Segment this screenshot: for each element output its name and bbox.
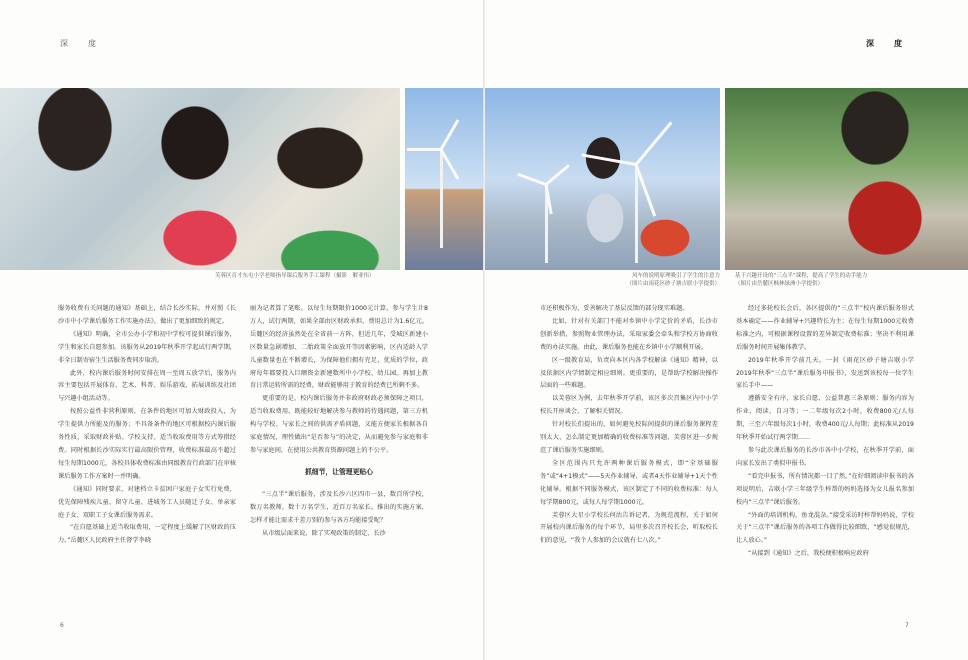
paragraph: 芙蓉区大星小学校长何沽告诉记者，为规范流程，关于如何开展校内课后服务的每个环节，局里多次召开校长会，听取校长们的意见，“我个人参加的会议就有七八次。” — [540, 511, 718, 545]
photo-classroom-windmill-left — [405, 88, 483, 270]
paragraph: “看完申报书，所有情况都一目了然。”在好细阅读申报书的各项说明后，吉联小学三年级学生梓帮的妈妈选择为女儿报名参加校内“三点半”课后服务。 — [736, 472, 914, 506]
paragraph: 以芙蓉区为例，去年秋季开学前，该区多次召集区内中小学校长开座谈会，了解相关情况。 — [540, 395, 718, 416]
page-number-left: 6 — [60, 622, 64, 629]
photo-handcraft-class — [0, 88, 400, 270]
paragraph: 按照公益性非营利原则，在条件的地区可加大财政投入，为学生提供力所能及的服务；不具备条件的地区可根据校内课后服务性质，采取财政补贴、学校支持、适当收取费用等方式筹措经费。同时根据长沙实际实行最高限价管理，收费标准最高不超过每生每期1000元，各校具体收费标准由同级教育行政部门在审核课后服务工作方案时一并明确。 — [58, 408, 236, 480]
text-column-2 — [250, 303, 428, 540]
paragraph: 比如，针对有关部门不能对乡镇中小学定价的矛盾，长沙市创新举措，参照物业管理办法，采取家委会牵头和学校方协商收费的办法实施。由此，课后服务也能在乡镇中小学顺利开展。 — [540, 317, 718, 351]
text-column-3 — [540, 303, 718, 548]
page-number-right: 7 — [905, 622, 909, 629]
paragraph: 服务收费有关问题的通知》基础上，结合长沙实际，并对照《长沙市中小学课后服务工作实施办法》，做出了更加细致的规定。 — [58, 305, 236, 325]
paragraph: 从市级层面来说，除了实观政策的制定，长沙 — [262, 529, 386, 537]
paragraph: 遵循安全有序，家长自愿、公益普惠三条原则；服务内容为作业、阅读、自习等；一二年级每次2小时，收费800元/人每期，三至六年级每次1小时，收费400元/人每期；此标准从2019年秋季开始试行两学期…… — [736, 395, 914, 442]
photo-robotics-class — [725, 88, 968, 270]
paragraph: 经过多轮校长会后，各区提供的“三点半”校内课后服务形式基本确定——作业辅导+兴趣特长为主；在每生每期1000元收费标准之内，可根据课程设置的差异制定收费标准；坚决不利用课后服务时间开展集体教学。 — [736, 305, 914, 351]
photo4-caption — [735, 272, 935, 288]
section-subheading: 抓细节，让管理更贴心 — [305, 467, 373, 476]
paragraph: 2019年秋季开学前几天，一封《雨花区砂子塘吉联小学2019年秋季“三点半”课后服务申报书》，发送到该校每一位学生家长手中—— — [736, 356, 914, 390]
paragraph: 丽为记者算了笔账。以每生每期限价1000元计算，参与学生计8万人，试行两期，如果全部由区财政承担，费用总计为1.6亿元。岳麓区的经济虽然处在全省前一方阵，但近几年，受城区新建小区数量急剧增加、二胎政策全面放开等因素影响，区内适龄入学儿童数量也在不断增长，为保障他们拥有充足、优质的学位，政府每年都要投入巨额资金新建数所中小学校、幼儿园。再加上教育日常运转所需的经费，财政能够用于教育的经费已所剩不多。 — [250, 305, 428, 390]
paragraph: 《通知》同时要求，对建档立卡贫困户家庭子女实行免费，优先保障残疾儿童、留守儿童、进城务工人员随迁子女、单亲家庭子女、双职工子女课后服务需求。 — [58, 485, 236, 519]
photo4-caption-line1: 基于兴趣开设的“三点半”课程，提高了学生的动手能力 — [735, 273, 868, 279]
photo3-caption-line2: （图片由雨花区砂子塘吉联小学提供） — [626, 281, 720, 287]
photo3-caption — [590, 272, 720, 288]
photo4-caption-line2: （图片由岳麓区枫林绿洲小学提供） — [735, 281, 824, 287]
paragraph: 全区范围内只允许两种课后服务模式，即“全基础服务”或“4+1模式”——5天作业辅导，或者4天作业辅导+1天个性化辅导。根据不同服务模式，该区制定了不同的收费标准：每人每学期800元，或每人每学期1000元。 — [540, 459, 718, 506]
photo1-caption: 芙蓉区育才东屯小学老师指导课后服务手工课程（摄影 解亚伟） — [215, 273, 375, 279]
paragraph: “外面的培训机构，鱼龙混杂。”接受采访时梓帮妈妈说，学校关于“三点半”课后服务的各项工作做得比较细致，“感觉很规范，让人放心。” — [736, 511, 914, 545]
paragraph: 此外，校内课后服务时间安排在周一至周五放学后，服务内容主要包括开展体育、艺术、科普、娱乐游戏、拓展训练及社团与兴趣小组活动等。 — [58, 369, 236, 403]
section-header-left: 深 度 — [60, 39, 102, 48]
paragraph: 针对校长们提出的，如何避免校际间提供的课后服务课程差别太大，怎么制定更加精确的收费标准等问题，芙蓉区进一步规范了课后服务实施细则。 — [540, 421, 718, 454]
paragraph: “三点半”课后服务，涉及长沙六区四市一县，数百所学校，数万名教师，数十万名学生，近百万名家长。推出的实施方案，怎样才能让需求千差万别的参与各方均能接受呢？ — [250, 490, 428, 524]
paragraph: 更重要的是，校内课后服务并非政府财政必须保障之项目，适当收取费用，既能较好地解决参与教师的待遇问题，第三方机构与学校、与家长之间的供需矛盾问题，又能方便家长根据各自家庭情况，理性做出“是否参与”的决定，从而避免参与家庭和非参与家庭间，在使用公共教育资源问题上的不公平。 — [250, 395, 428, 454]
paragraph: “在自愿基础上适当收取费用，一定程度上缓解了区财政的压力。”岳麓区人民政府主任督学李晓 — [58, 524, 236, 545]
paragraph: 参与此次课后服务的长沙市各中小学校，在秋季开学前，面向家长发出了类似申报书。 — [736, 446, 914, 467]
section-header-right: 深 度 — [866, 39, 908, 48]
photo-windmill-lesson — [485, 88, 720, 270]
paragraph: 《通知》明确，全市公办小学和初中学校可提供课后服务，学生和家长自愿参加。该服务从2019年秋季开学起试行两学期，非全日制寄宿生生活服务费同步取消。 — [58, 330, 236, 364]
paragraph: 区一级教育局，负责向本区内各学校解读《通知》精神，以及依据区内学情制定相应细则。更重要的，是帮助学校解决操作层面的一些难题。 — [540, 356, 718, 390]
photo3-caption-line1: 风车的说明原理吸引了学生的注意力 — [631, 273, 720, 279]
paragraph: “从接到《通知》之后，我校便积极响应政府 — [748, 550, 869, 558]
text-column-4 — [736, 303, 914, 561]
paragraph: 市还积极作为，妥善解决了基层反馈的部分现实难题。 — [540, 305, 689, 312]
text-column-1 — [58, 303, 236, 548]
